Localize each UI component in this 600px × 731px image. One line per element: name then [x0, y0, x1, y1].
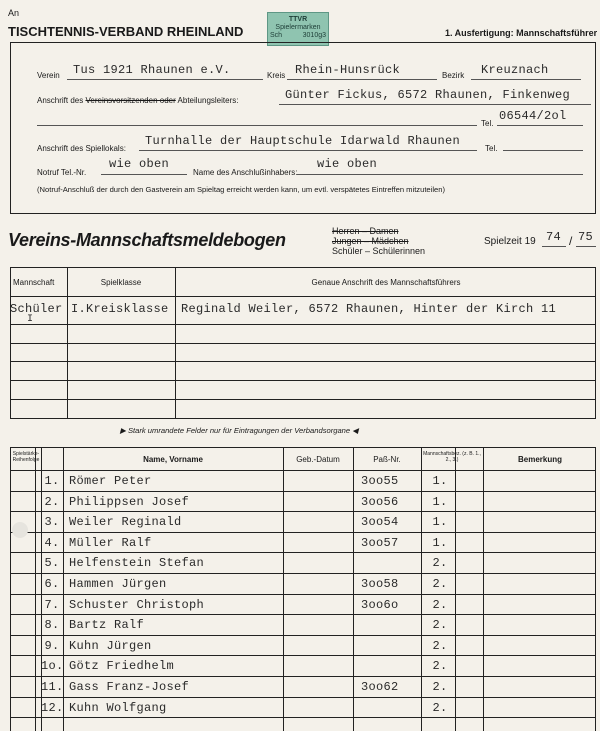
anschrift-label: [37, 96, 238, 105]
player-team[interactable]: 2.: [432, 638, 448, 653]
punch-hole: [12, 522, 28, 538]
player-team[interactable]: 2.: [432, 700, 448, 715]
team-row-mannschaft-number[interactable]: I: [27, 314, 34, 325]
row-divider: [11, 635, 595, 636]
notruf-note: (Notruf-Anschluß der durch den Gastverein am Spieltag erreicht werden kann, um evtl. verspätetes Eintreffen mitzuteilen): [37, 185, 446, 194]
teams-header-anschrift: Genaue Anschrift des Mannschaftsführers: [311, 278, 461, 287]
stamp-line: 3010g3: [302, 32, 326, 39]
player-rank[interactable]: 6.: [44, 577, 60, 591]
club-info-box: [10, 42, 596, 214]
player-name[interactable]: Kuhn Wolfgang: [69, 700, 167, 715]
stamp-line: Spielermarken: [275, 24, 321, 31]
player-rank[interactable]: 7.: [44, 597, 60, 612]
inhaber-value[interactable]: wie oben: [317, 157, 378, 171]
organization-name: TISCHTENNIS-VERBAND RHEINLAND: [8, 24, 244, 39]
player-rank[interactable]: 8.: [44, 618, 60, 633]
player-name[interactable]: Gass Franz-Josef: [69, 680, 190, 694]
player-rank[interactable]: 1.: [44, 474, 60, 488]
player-rank[interactable]: 1o.: [41, 659, 64, 674]
player-name[interactable]: Müller Ralf: [69, 535, 152, 550]
players-header-rank: Spielstärke-Reihenfolge: [12, 451, 40, 463]
player-rank[interactable]: 5.: [44, 556, 60, 571]
form-title: Vereins-Mannschaftsmeldebogen: [8, 230, 286, 250]
spielzeit-year2[interactable]: 75: [578, 230, 594, 244]
player-name[interactable]: Bartz Ralf: [69, 618, 145, 633]
player-stamp: [267, 12, 329, 46]
player-pass-number[interactable]: 3oo56: [361, 494, 399, 509]
category-schueler[interactable]: Schüler – Schülerinnen: [332, 246, 426, 256]
player-name[interactable]: Römer Peter: [69, 474, 152, 488]
row-divider: [11, 655, 595, 656]
kreis-value[interactable]: Rhein-Hunsrück: [295, 63, 401, 77]
stamp-line: TTVR: [288, 16, 308, 23]
anschrift-label-part: Abteilungsleiters:: [177, 96, 239, 105]
player-rank[interactable]: 9.: [44, 638, 60, 653]
category-selection: [332, 226, 425, 256]
official-fields-notice: [120, 426, 358, 435]
row-divider: [11, 676, 595, 677]
player-pass-number[interactable]: 3oo54: [361, 515, 399, 530]
players-table: [10, 447, 596, 731]
row-divider: [11, 614, 595, 615]
player-team[interactable]: 1.: [432, 535, 448, 550]
teams-header-mannschaft: Mannschaft: [13, 278, 55, 287]
anschrift-label-part: Anschrift des: [37, 96, 84, 105]
teams-table: [10, 267, 596, 419]
verein-label: Verein: [37, 71, 60, 80]
spiellokal-label: Anschrift des Spiellokals:: [37, 144, 126, 153]
player-pass-number[interactable]: 3oo57: [361, 535, 399, 550]
players-header-team: Mannschaftsbez. (z. B. 1., 2., 3.): [423, 451, 481, 463]
tel-value[interactable]: 06544/2ol: [499, 109, 567, 123]
player-name[interactable]: Philippsen Josef: [69, 494, 190, 509]
player-team[interactable]: 2.: [432, 577, 448, 591]
players-header-name: Name, Vorname: [143, 455, 203, 464]
player-name[interactable]: Hammen Jürgen: [69, 577, 167, 591]
row-divider: [11, 511, 595, 512]
anschrift-value[interactable]: Günter Fickus, 6572 Rhaunen, Finkenweg: [285, 88, 571, 102]
player-rank[interactable]: 12.: [41, 700, 64, 715]
notruf-value[interactable]: wie oben: [109, 157, 170, 171]
anschrift-label-struck: Vereinsvorsitzenden oder: [85, 96, 176, 105]
player-rank[interactable]: 4.: [44, 535, 60, 550]
row-divider: [11, 552, 595, 553]
player-team[interactable]: 2.: [432, 680, 448, 694]
notruf-label: Notruf Tel.-Nr.: [37, 168, 87, 177]
row-divider: [11, 491, 595, 492]
arrow-left-icon: ◀: [350, 426, 359, 435]
arrow-right-icon: ▶: [120, 426, 128, 435]
row-divider: [11, 573, 595, 574]
player-name[interactable]: Kuhn Jürgen: [69, 638, 152, 653]
player-pass-number[interactable]: 3oo6o: [361, 597, 399, 612]
player-team[interactable]: 1.: [432, 494, 448, 509]
team-row-mannschaft[interactable]: Schüler: [10, 302, 63, 316]
team-row-anschrift[interactable]: Reginald Weiler, 6572 Rhaunen, Hinter der Kirch 11: [181, 302, 557, 316]
row-divider: [11, 717, 595, 718]
player-name[interactable]: Helfenstein Stefan: [69, 556, 205, 571]
notice-text: Stark umrandete Felder nur für Eintragungen der Verbandsorgane: [127, 426, 351, 435]
player-team[interactable]: 2.: [432, 659, 448, 674]
spielzeit-year1[interactable]: 74: [546, 230, 562, 244]
player-team[interactable]: 2.: [432, 556, 448, 571]
tel-label: Tel.: [481, 119, 494, 128]
player-name[interactable]: Schuster Christoph: [69, 597, 205, 612]
kreis-label: Kreis: [267, 71, 286, 80]
row-divider: [11, 594, 595, 595]
player-rank[interactable]: 3.: [44, 515, 60, 530]
category-herren-damen[interactable]: Herren – Damen: [332, 226, 399, 236]
verein-value[interactable]: Tus 1921 Rhaunen e.V.: [73, 63, 231, 77]
player-team[interactable]: 2.: [432, 597, 448, 612]
player-name[interactable]: Götz Friedhelm: [69, 659, 175, 674]
row-divider: [11, 697, 595, 698]
category-jungen-maedchen[interactable]: Jungen – Mädchen: [332, 236, 409, 246]
players-header-dob: Geb.-Datum: [296, 455, 340, 464]
players-header-remark: Bemerkung: [517, 455, 562, 464]
bezirk-label: Bezirk: [442, 71, 465, 80]
stamp-line: Sch: [270, 32, 283, 39]
player-pass-number[interactable]: 3oo62: [361, 680, 399, 694]
player-name[interactable]: Weiler Reginald: [69, 515, 182, 530]
player-pass-number[interactable]: 3oo58: [361, 577, 399, 591]
player-team[interactable]: 1.: [432, 515, 448, 530]
bezirk-value[interactable]: Kreuznach: [481, 63, 549, 77]
copy-label: 1. Ausfertigung: Mannschaftsführer: [445, 28, 598, 38]
tel2-label: Tel.: [485, 144, 498, 153]
teams-header-spielklasse: Spielklasse: [100, 278, 142, 287]
players-header-pass: Paß-Nr.: [373, 455, 401, 464]
player-rank[interactable]: 2.: [44, 494, 60, 509]
spiellokal-value[interactable]: Turnhalle der Hauptschule Idarwald Rhaunen: [145, 134, 461, 148]
team-row-spielklasse[interactable]: I.Kreisklasse: [71, 302, 169, 316]
spielzeit-slash: /: [569, 234, 573, 248]
spielzeit-label: Spielzeit 19: [484, 236, 536, 247]
player-team[interactable]: 1.: [432, 474, 448, 488]
row-divider: [11, 532, 595, 533]
player-pass-number[interactable]: 3oo55: [361, 474, 399, 488]
player-team[interactable]: 2.: [432, 618, 448, 633]
player-rank[interactable]: 11.: [41, 680, 64, 694]
addressee-label: An: [8, 8, 20, 18]
inhaber-label: Name des Anschlußinhabers:: [193, 168, 298, 177]
